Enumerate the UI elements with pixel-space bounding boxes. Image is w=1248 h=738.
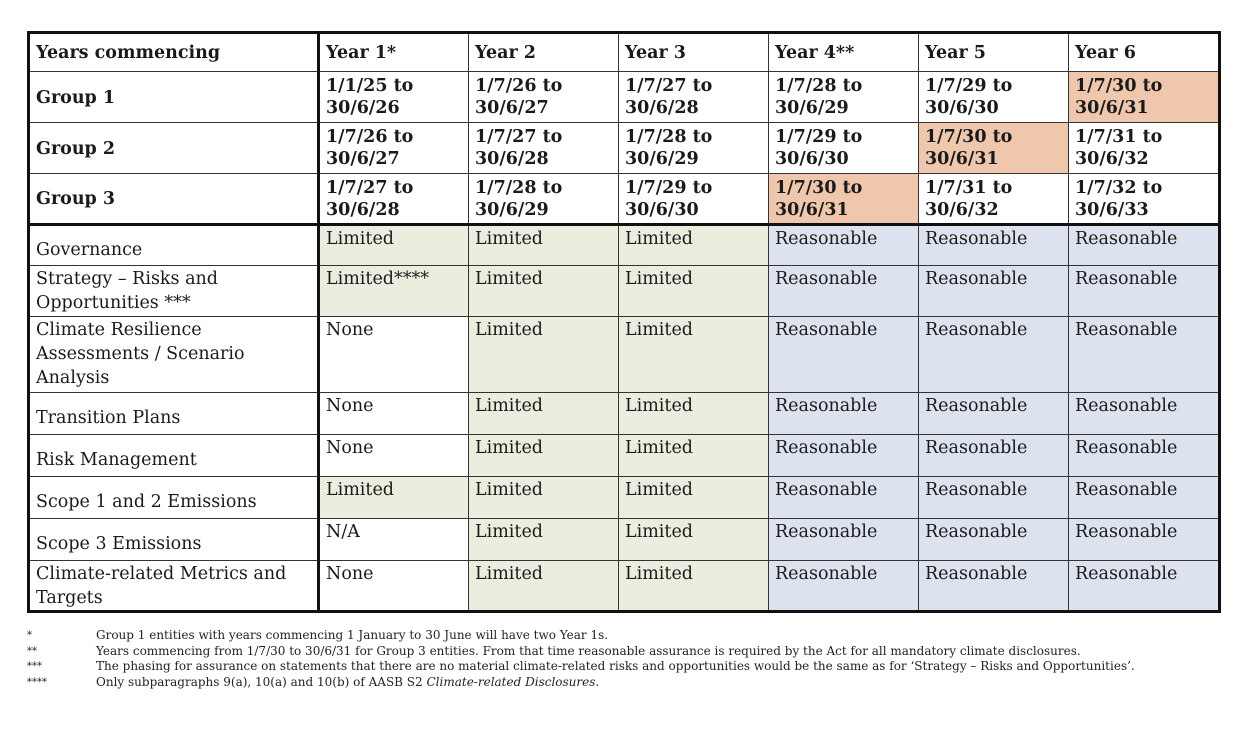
date-from: 1/1/25 to bbox=[326, 76, 414, 96]
date-to: 30/6/29 bbox=[775, 98, 849, 118]
disclosure-label: Strategy – Risks and Opportunities *** bbox=[29, 266, 319, 317]
group-row bbox=[29, 174, 1220, 225]
date-range-cell bbox=[469, 72, 619, 123]
header-label: Years commencing bbox=[29, 33, 319, 72]
assurance-level-reasonable: Reasonable bbox=[769, 561, 919, 612]
date-to: 30/6/28 bbox=[326, 200, 400, 220]
disclosure-label: Transition Plans bbox=[29, 393, 319, 435]
date-range-cell bbox=[1069, 174, 1220, 225]
assurance-level-none: None bbox=[319, 435, 469, 477]
date-range-cell-highlighted bbox=[769, 174, 919, 225]
assurance-level-limited: Limited bbox=[619, 477, 769, 519]
date-from: 1/7/28 to bbox=[475, 178, 563, 198]
assurance-level-none: None bbox=[319, 561, 469, 612]
date-range-cell bbox=[469, 174, 619, 225]
table-row bbox=[29, 317, 1220, 393]
date-range-cell bbox=[769, 72, 919, 123]
assurance-level-reasonable: Reasonable bbox=[919, 266, 1069, 317]
date-from: 1/7/26 to bbox=[326, 127, 414, 147]
assurance-level-reasonable: Reasonable bbox=[1069, 435, 1220, 477]
date-from: 1/7/27 to bbox=[326, 178, 414, 198]
date-range-cell bbox=[619, 72, 769, 123]
disclosure-label: Climate Resilience Assessments / Scenario Analysis bbox=[29, 317, 319, 393]
date-range-cell bbox=[919, 72, 1069, 123]
date-to: 30/6/31 bbox=[1075, 98, 1149, 118]
assurance-level-reasonable: Reasonable bbox=[769, 225, 919, 266]
date-to: 30/6/28 bbox=[625, 98, 699, 118]
date-from: 1/7/29 to bbox=[775, 127, 863, 147]
table-row bbox=[29, 266, 1220, 317]
disclosure-label: Scope 3 Emissions bbox=[29, 519, 319, 561]
year-header: Year 2 bbox=[469, 33, 619, 72]
assurance-level-reasonable: Reasonable bbox=[1069, 225, 1220, 266]
date-to: 30/6/33 bbox=[1075, 200, 1149, 220]
group-label: Group 1 bbox=[29, 72, 319, 123]
footnote bbox=[27, 659, 1227, 675]
date-to: 30/6/30 bbox=[625, 200, 699, 220]
assurance-level-limited: Limited**** bbox=[319, 266, 469, 317]
date-range-cell bbox=[619, 174, 769, 225]
footnote-text: The phasing for assurance on statements that there are no material climate-related risks and opportunities would be the same as for ‘Strategy – Risks and Opportunities’. bbox=[96, 659, 1135, 673]
assurance-level-reasonable: Reasonable bbox=[769, 266, 919, 317]
date-to: 30/6/26 bbox=[326, 98, 400, 118]
standard-title: Climate-related Disclosures bbox=[426, 674, 596, 689]
footnote-text: Years commencing from 1/7/30 to 30/6/31 for Group 3 entities. From that time reasonable assurance is required by the Act for all mandatory climate disclosures. bbox=[96, 643, 1081, 658]
date-range-cell bbox=[1069, 123, 1220, 174]
assurance-level-reasonable: Reasonable bbox=[1069, 393, 1220, 435]
assurance-level-reasonable: Reasonable bbox=[919, 393, 1069, 435]
date-from: 1/7/30 to bbox=[775, 178, 863, 198]
assurance-level-limited: Limited bbox=[469, 435, 619, 477]
assurance-level-reasonable: Reasonable bbox=[1069, 266, 1220, 317]
date-to: 30/6/32 bbox=[925, 200, 999, 220]
table-row bbox=[29, 561, 1220, 612]
assurance-level-reasonable: Reasonable bbox=[1069, 561, 1220, 612]
assurance-level-limited: Limited bbox=[619, 561, 769, 612]
disclosure-label: Climate-related Metrics and Targets bbox=[29, 561, 319, 612]
assurance-level-limited: Limited bbox=[469, 266, 619, 317]
assurance-level-reasonable: Reasonable bbox=[919, 435, 1069, 477]
date-from: 1/7/30 to bbox=[925, 127, 1013, 147]
footnote-mark: *** bbox=[27, 661, 42, 672]
date-range-cell bbox=[919, 174, 1069, 225]
assurance-level-reasonable: Reasonable bbox=[769, 317, 919, 393]
date-range-cell-highlighted bbox=[919, 123, 1069, 174]
group-label: Group 3 bbox=[29, 174, 319, 225]
date-range-cell bbox=[769, 123, 919, 174]
footnote-mark: **** bbox=[27, 676, 47, 688]
date-to: 30/6/27 bbox=[475, 98, 549, 118]
assurance-level-limited: Limited bbox=[469, 225, 619, 266]
assurance-level-limited: Limited bbox=[319, 225, 469, 266]
table-row bbox=[29, 225, 1220, 266]
date-to: 30/6/30 bbox=[925, 98, 999, 118]
date-from: 1/7/27 to bbox=[625, 76, 713, 96]
assurance-level-limited: Limited bbox=[619, 266, 769, 317]
assurance-level-limited: Limited bbox=[319, 477, 469, 519]
date-from: 1/7/30 to bbox=[1075, 76, 1163, 96]
assurance-level-reasonable: Reasonable bbox=[919, 317, 1069, 393]
assurance-level-reasonable: Reasonable bbox=[919, 519, 1069, 561]
assurance-level-reasonable: Reasonable bbox=[919, 477, 1069, 519]
assurance-level-reasonable: Reasonable bbox=[769, 477, 919, 519]
date-from: 1/7/28 to bbox=[625, 127, 713, 147]
year-header: Year 4** bbox=[769, 33, 919, 72]
year-header: Year 5 bbox=[919, 33, 1069, 72]
assurance-level-limited: Limited bbox=[469, 393, 619, 435]
assurance-level-reasonable: Reasonable bbox=[769, 519, 919, 561]
assurance-phasing-table bbox=[27, 31, 1221, 613]
table-row bbox=[29, 435, 1220, 477]
date-to: 30/6/27 bbox=[326, 149, 400, 169]
date-from: 1/7/32 to bbox=[1075, 178, 1163, 198]
date-from: 1/7/28 to bbox=[775, 76, 863, 96]
footnote-text: Group 1 entities with years commencing 1 January to 30 June will have two Year 1s. bbox=[96, 628, 609, 642]
group-row bbox=[29, 72, 1220, 123]
year-header: Year 1* bbox=[319, 33, 469, 72]
date-to: 30/6/29 bbox=[625, 149, 699, 169]
footnotes bbox=[27, 628, 1227, 690]
date-range-cell-highlighted bbox=[1069, 72, 1220, 123]
footnote-mark: ** bbox=[27, 645, 37, 657]
footnote-text-part: . bbox=[595, 674, 600, 689]
date-range-cell bbox=[469, 123, 619, 174]
assurance-level-none: None bbox=[319, 317, 469, 393]
footnote-text-part: Only subparagraphs 9(a), 10(a) and 10(b) of AASB S2 bbox=[96, 674, 427, 689]
assurance-level-reasonable: Reasonable bbox=[919, 225, 1069, 266]
footnote bbox=[27, 675, 1227, 691]
assurance-level-limited: Limited bbox=[619, 225, 769, 266]
table-row bbox=[29, 393, 1220, 435]
date-range-cell bbox=[319, 174, 469, 225]
assurance-level-reasonable: Reasonable bbox=[1069, 317, 1220, 393]
assurance-level-limited: Limited bbox=[619, 435, 769, 477]
date-from: 1/7/31 to bbox=[1075, 127, 1163, 147]
disclosure-label: Scope 1 and 2 Emissions bbox=[29, 477, 319, 519]
date-to: 30/6/32 bbox=[1075, 149, 1149, 169]
year-header: Year 6 bbox=[1069, 33, 1220, 72]
date-to: 30/6/31 bbox=[925, 149, 999, 169]
assurance-level-reasonable: Reasonable bbox=[769, 393, 919, 435]
footnote bbox=[27, 644, 1227, 660]
assurance-level-none: None bbox=[319, 393, 469, 435]
assurance-level-limited: Limited bbox=[619, 317, 769, 393]
date-to: 30/6/28 bbox=[475, 149, 549, 169]
date-to: 30/6/29 bbox=[475, 200, 549, 220]
date-from: 1/7/29 to bbox=[925, 76, 1013, 96]
date-from: 1/7/29 to bbox=[625, 178, 713, 198]
year-header: Year 3 bbox=[619, 33, 769, 72]
date-to: 30/6/31 bbox=[775, 200, 849, 220]
date-range-cell bbox=[319, 123, 469, 174]
assurance-level-limited: Limited bbox=[469, 317, 619, 393]
assurance-level-reasonable: Reasonable bbox=[1069, 477, 1220, 519]
header-row bbox=[29, 33, 1220, 72]
assurance-level-reasonable: Reasonable bbox=[919, 561, 1069, 612]
date-from: 1/7/31 to bbox=[925, 178, 1013, 198]
date-to: 30/6/30 bbox=[775, 149, 849, 169]
footnote-mark: * bbox=[27, 630, 32, 641]
group-label: Group 2 bbox=[29, 123, 319, 174]
table-row bbox=[29, 519, 1220, 561]
date-from: 1/7/26 to bbox=[475, 76, 563, 96]
date-from: 1/7/27 to bbox=[475, 127, 563, 147]
assurance-level-limited: Limited bbox=[469, 519, 619, 561]
footnote-text bbox=[96, 675, 599, 691]
date-range-cell bbox=[619, 123, 769, 174]
disclosure-label: Risk Management bbox=[29, 435, 319, 477]
table-row bbox=[29, 477, 1220, 519]
assurance-level-none: N/A bbox=[319, 519, 469, 561]
assurance-level-reasonable: Reasonable bbox=[769, 435, 919, 477]
assurance-level-limited: Limited bbox=[469, 561, 619, 612]
assurance-level-limited: Limited bbox=[619, 393, 769, 435]
assurance-level-limited: Limited bbox=[469, 477, 619, 519]
footnote bbox=[27, 628, 1227, 644]
date-range-cell bbox=[319, 72, 469, 123]
group-row bbox=[29, 123, 1220, 174]
assurance-level-reasonable: Reasonable bbox=[1069, 519, 1220, 561]
disclosure-label: Governance bbox=[29, 225, 319, 266]
assurance-level-limited: Limited bbox=[619, 519, 769, 561]
